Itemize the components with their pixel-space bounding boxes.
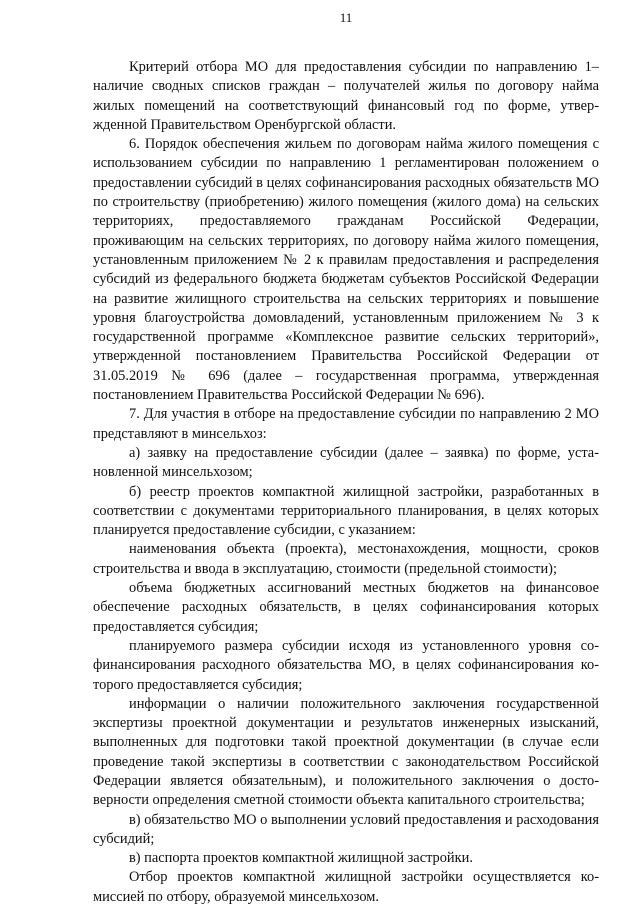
page-number: 11: [339, 10, 353, 25]
list-item-a-application: а) заявку на предоставление субсидии (далее – заявка) по форме, установленной минсельхозом;: [93, 444, 599, 481]
list-item-v-obligation: в) обязательство МО о выполнении условий предоставления и расходования субсидий;: [93, 811, 599, 847]
registry-detail-subsidy-size: планируемого размера субсидии исходя из установленного уровня софинансирования расходного обязательства МО, в целях софинансирования которого предоставляется субсидия;: [93, 637, 599, 693]
list-item-v-passports: в) паспорта проектов компактной жилищной застройки.: [129, 850, 473, 867]
paragraph-6-housing-procedure: 6. Порядок обеспечения жильем по договорам найма жилого помещения с использованием субсидии по направлению 1 регламентирован положением о предоставлении субсидий в целях софинансирования расходных обязательств МО по строительству (приобретению) жилого помещения (жилого дома) на сельских территориях, предоставляемого гражданам Российской Федерации, проживающим на сельских территориях, по договору найма жилого помещения, установленным приложением № 2 к правилам предоставления и распределения субсидий из федерального бюджета бюджетам субъектов Российской Федерации на развитие жилищного строительства на сельских территориях и повышение уровня благоустройства домовладений, установленным приложением № 3 к государственной программе «Комплексное развитие сельских территорий», утвержденной постановлением Правительства Российской Федерации от 31.05.2019 № 696 (далее – государственная программа, утвержденная постановлением Правительства Российской Федерации № 696).: [93, 136, 599, 404]
list-item-b-project-registry: б) реестр проектов компактной жилищной застройки, разработанных в соответствии с документами территориального планирования, в целях которых планируется предоставление субсидии, с указанием:: [93, 483, 599, 539]
paragraph-selection-criterion: Критерий отбора МО для предоставления субсидии по направлению 1– наличие сводных списков граждан – получателей жилья по договору найма жилых помещений на соответствующий финансовый год по форме, утвержденной Правительством Оренбургской области.: [93, 59, 599, 133]
registry-detail-budget-volume: объема бюджетных ассигнований местных бюджетов на финансовое обеспечение расходных обязательств, в целях софинансирования которых предоставляется субсидия;: [93, 580, 599, 635]
registry-detail-expertise-info: информации о наличии положительного заключения государственной экспертизы проектной документации и результатов инженерных изысканий, выполненных для подготовки такой проектной документации (в случае если проведение такой экспертизы в соответствии с законодательством Российской Федерации является обязательным), и положительного заключения о достоверности определения сметной стоимости объекта капитального строительства;: [93, 695, 599, 809]
paragraph-commission-selection: Отбор проектов компактной жилищной застройки осуществляется комиссией по отбору, образуемой минсельхозом.: [93, 869, 599, 905]
paragraph-7-participation: 7. Для участия в отборе на предоставление субсидии по направлению 2 МО представляют в минсельхоз:: [93, 406, 599, 442]
registry-detail-object-name: наименования объекта (проекта), местонахождения, мощности, сроков строительства и ввода в эксплуатацию, стоимости (предельной стоимости);: [93, 541, 599, 577]
